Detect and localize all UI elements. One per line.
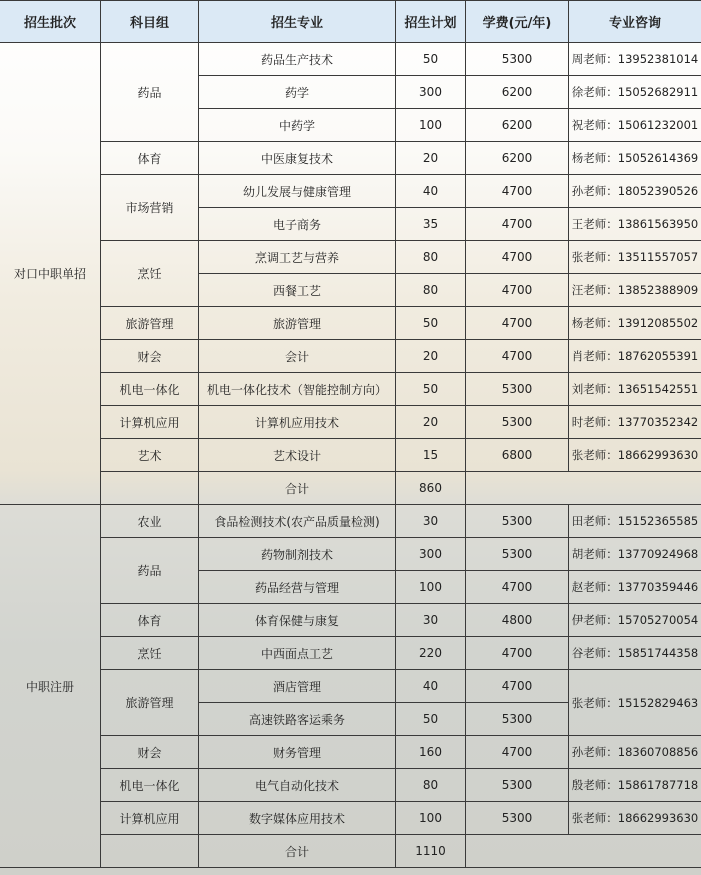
plan-cell: 160 xyxy=(396,736,466,769)
plan-cell: 80 xyxy=(396,274,466,307)
plan-cell: 30 xyxy=(396,604,466,637)
major-cell: 机电一体化技术（智能控制方向） xyxy=(199,373,396,406)
major-cell: 烹调工艺与营养 xyxy=(199,241,396,274)
table-row xyxy=(0,538,701,571)
major-cell: 电子商务 xyxy=(199,208,396,241)
major-cell: 高速铁路客运乘务 xyxy=(199,703,396,736)
consult-cell: 田老师：15152365585 xyxy=(569,505,701,538)
plan-cell: 100 xyxy=(396,571,466,604)
fee-cell: 5300 xyxy=(466,43,569,76)
consult-cell: 徐老师：15052682911 xyxy=(569,76,701,109)
plan-cell: 220 xyxy=(396,637,466,670)
consult-cell: 杨老师：13912085502 xyxy=(569,307,701,340)
total-label: 合计 xyxy=(199,835,396,868)
plan-cell: 30 xyxy=(396,505,466,538)
consult-cell: 谷老师：15851744358 xyxy=(569,637,701,670)
total-row xyxy=(0,835,701,868)
total-value: 1110 xyxy=(396,835,466,868)
plan-cell: 50 xyxy=(396,43,466,76)
consult-cell: 肖老师：18762055391 xyxy=(569,340,701,373)
table-row xyxy=(0,505,701,538)
fee-cell: 4700 xyxy=(466,637,569,670)
fee-cell: 4700 xyxy=(466,670,569,703)
header-subject-group: 科目组 xyxy=(101,1,199,43)
fee-cell: 5300 xyxy=(466,703,569,736)
table-row xyxy=(0,769,701,802)
major-cell: 西餐工艺 xyxy=(199,274,396,307)
subject-group-cell: 烹饪 xyxy=(101,637,199,670)
header-plan: 招生计划 xyxy=(396,1,466,43)
fee-cell: 6200 xyxy=(466,142,569,175)
subject-group-cell: 市场营销 xyxy=(101,175,199,241)
fee-cell: 5300 xyxy=(466,373,569,406)
table-row xyxy=(0,307,701,340)
plan-cell: 80 xyxy=(396,241,466,274)
subject-group-cell: 艺术 xyxy=(101,439,199,472)
major-cell: 中药学 xyxy=(199,109,396,142)
major-cell: 艺术设计 xyxy=(199,439,396,472)
major-cell: 旅游管理 xyxy=(199,307,396,340)
fee-cell: 5300 xyxy=(466,406,569,439)
table-row xyxy=(0,736,701,769)
table-row xyxy=(0,373,701,406)
fee-cell: 4700 xyxy=(466,340,569,373)
consult-cell: 孙老师：18360708856 xyxy=(569,736,701,769)
subject-group-cell: 计算机应用 xyxy=(101,802,199,835)
consult-cell: 伊老师：15705270054 xyxy=(569,604,701,637)
fee-cell: 6200 xyxy=(466,109,569,142)
consult-cell: 刘老师：13651542551 xyxy=(569,373,701,406)
subject-group-cell: 烹饪 xyxy=(101,241,199,307)
fee-cell: 4700 xyxy=(466,274,569,307)
table-row xyxy=(0,439,701,472)
fee-cell: 5300 xyxy=(466,538,569,571)
subject-group-cell: 药品 xyxy=(101,43,199,142)
consult-cell: 胡老师：13770924968 xyxy=(569,538,701,571)
subject-group-cell: 体育 xyxy=(101,604,199,637)
fee-cell: 4800 xyxy=(466,604,569,637)
consult-cell: 杨老师：15052614369 xyxy=(569,142,701,175)
fee-cell: 5300 xyxy=(466,769,569,802)
plan-cell: 40 xyxy=(396,670,466,703)
major-cell: 中西面点工艺 xyxy=(199,637,396,670)
header-fee: 学费(元/年) xyxy=(466,1,569,43)
major-cell: 药品经营与管理 xyxy=(199,571,396,604)
major-cell: 食品检测技术(农产品质量检测) xyxy=(199,505,396,538)
subject-group-cell: 机电一体化 xyxy=(101,769,199,802)
consult-cell: 张老师：15152829463 xyxy=(569,670,701,736)
table-row xyxy=(0,637,701,670)
subject-group-cell: 财会 xyxy=(101,340,199,373)
table-row xyxy=(0,142,701,175)
table-row xyxy=(0,406,701,439)
plan-cell: 80 xyxy=(396,769,466,802)
fee-cell: 6800 xyxy=(466,439,569,472)
subject-group-cell: 计算机应用 xyxy=(101,406,199,439)
subject-group-cell: 体育 xyxy=(101,142,199,175)
plan-cell: 300 xyxy=(396,538,466,571)
table-row xyxy=(0,340,701,373)
consult-cell: 张老师：18662993630 xyxy=(569,802,701,835)
consult-cell: 张老师：13511557057 xyxy=(569,241,701,274)
plan-cell: 100 xyxy=(396,109,466,142)
consult-cell: 周老师：13952381014 xyxy=(569,43,701,76)
major-cell: 计算机应用技术 xyxy=(199,406,396,439)
plan-cell: 20 xyxy=(396,406,466,439)
fee-cell: 6200 xyxy=(466,76,569,109)
major-cell: 数字媒体应用技术 xyxy=(199,802,396,835)
fee-cell: 4700 xyxy=(466,175,569,208)
table-body xyxy=(0,43,701,868)
total-empty-cell xyxy=(101,472,199,505)
major-cell: 中医康复技术 xyxy=(199,142,396,175)
fee-cell: 4700 xyxy=(466,736,569,769)
subject-group-cell: 机电一体化 xyxy=(101,373,199,406)
subject-group-cell: 财会 xyxy=(101,736,199,769)
major-cell: 药学 xyxy=(199,76,396,109)
table-row xyxy=(0,670,701,703)
total-empty-cell xyxy=(466,472,701,505)
major-cell: 药物制剂技术 xyxy=(199,538,396,571)
fee-cell: 4700 xyxy=(466,571,569,604)
consult-cell: 孙老师：18052390526 xyxy=(569,175,701,208)
major-cell: 电气自动化技术 xyxy=(199,769,396,802)
plan-cell: 20 xyxy=(396,340,466,373)
table-row xyxy=(0,175,701,208)
fee-cell: 4700 xyxy=(466,208,569,241)
subject-group-cell: 旅游管理 xyxy=(101,670,199,736)
table-row xyxy=(0,604,701,637)
table-header-row xyxy=(0,1,701,43)
consult-cell: 赵老师：13770359446 xyxy=(569,571,701,604)
table-row xyxy=(0,241,701,274)
table-row xyxy=(0,802,701,835)
major-cell: 体育保健与康复 xyxy=(199,604,396,637)
batch-cell: 中职注册 xyxy=(0,505,101,868)
subject-group-cell: 药品 xyxy=(101,538,199,604)
subject-group-cell: 农业 xyxy=(101,505,199,538)
fee-cell: 5300 xyxy=(466,505,569,538)
consult-cell: 殷老师：15861787718 xyxy=(569,769,701,802)
consult-cell: 祝老师：15061232001 xyxy=(569,109,701,142)
total-empty-cell xyxy=(101,835,199,868)
consult-cell: 王老师：13861563950 xyxy=(569,208,701,241)
subject-group-cell: 旅游管理 xyxy=(101,307,199,340)
plan-cell: 100 xyxy=(396,802,466,835)
major-cell: 酒店管理 xyxy=(199,670,396,703)
fee-cell: 5300 xyxy=(466,802,569,835)
header-consult: 专业咨询 xyxy=(569,1,701,43)
plan-cell: 50 xyxy=(396,703,466,736)
batch-cell: 对口中职单招 xyxy=(0,43,101,505)
total-empty-cell xyxy=(466,835,701,868)
total-row xyxy=(0,472,701,505)
major-cell: 财务管理 xyxy=(199,736,396,769)
table-row xyxy=(0,43,701,76)
plan-cell: 35 xyxy=(396,208,466,241)
consult-cell: 时老师：13770352342 xyxy=(569,406,701,439)
header-batch: 招生批次 xyxy=(0,1,101,43)
plan-cell: 300 xyxy=(396,76,466,109)
consult-cell: 汪老师：13852388909 xyxy=(569,274,701,307)
plan-cell: 20 xyxy=(396,142,466,175)
major-cell: 药品生产技术 xyxy=(199,43,396,76)
fee-cell: 4700 xyxy=(466,307,569,340)
plan-cell: 50 xyxy=(396,373,466,406)
major-cell: 幼儿发展与健康管理 xyxy=(199,175,396,208)
plan-cell: 50 xyxy=(396,307,466,340)
major-cell: 会计 xyxy=(199,340,396,373)
plan-cell: 15 xyxy=(396,439,466,472)
plan-cell: 40 xyxy=(396,175,466,208)
total-value: 860 xyxy=(396,472,466,505)
fee-cell: 4700 xyxy=(466,241,569,274)
total-label: 合计 xyxy=(199,472,396,505)
consult-cell: 张老师：18662993630 xyxy=(569,439,701,472)
header-major: 招生专业 xyxy=(199,1,396,43)
